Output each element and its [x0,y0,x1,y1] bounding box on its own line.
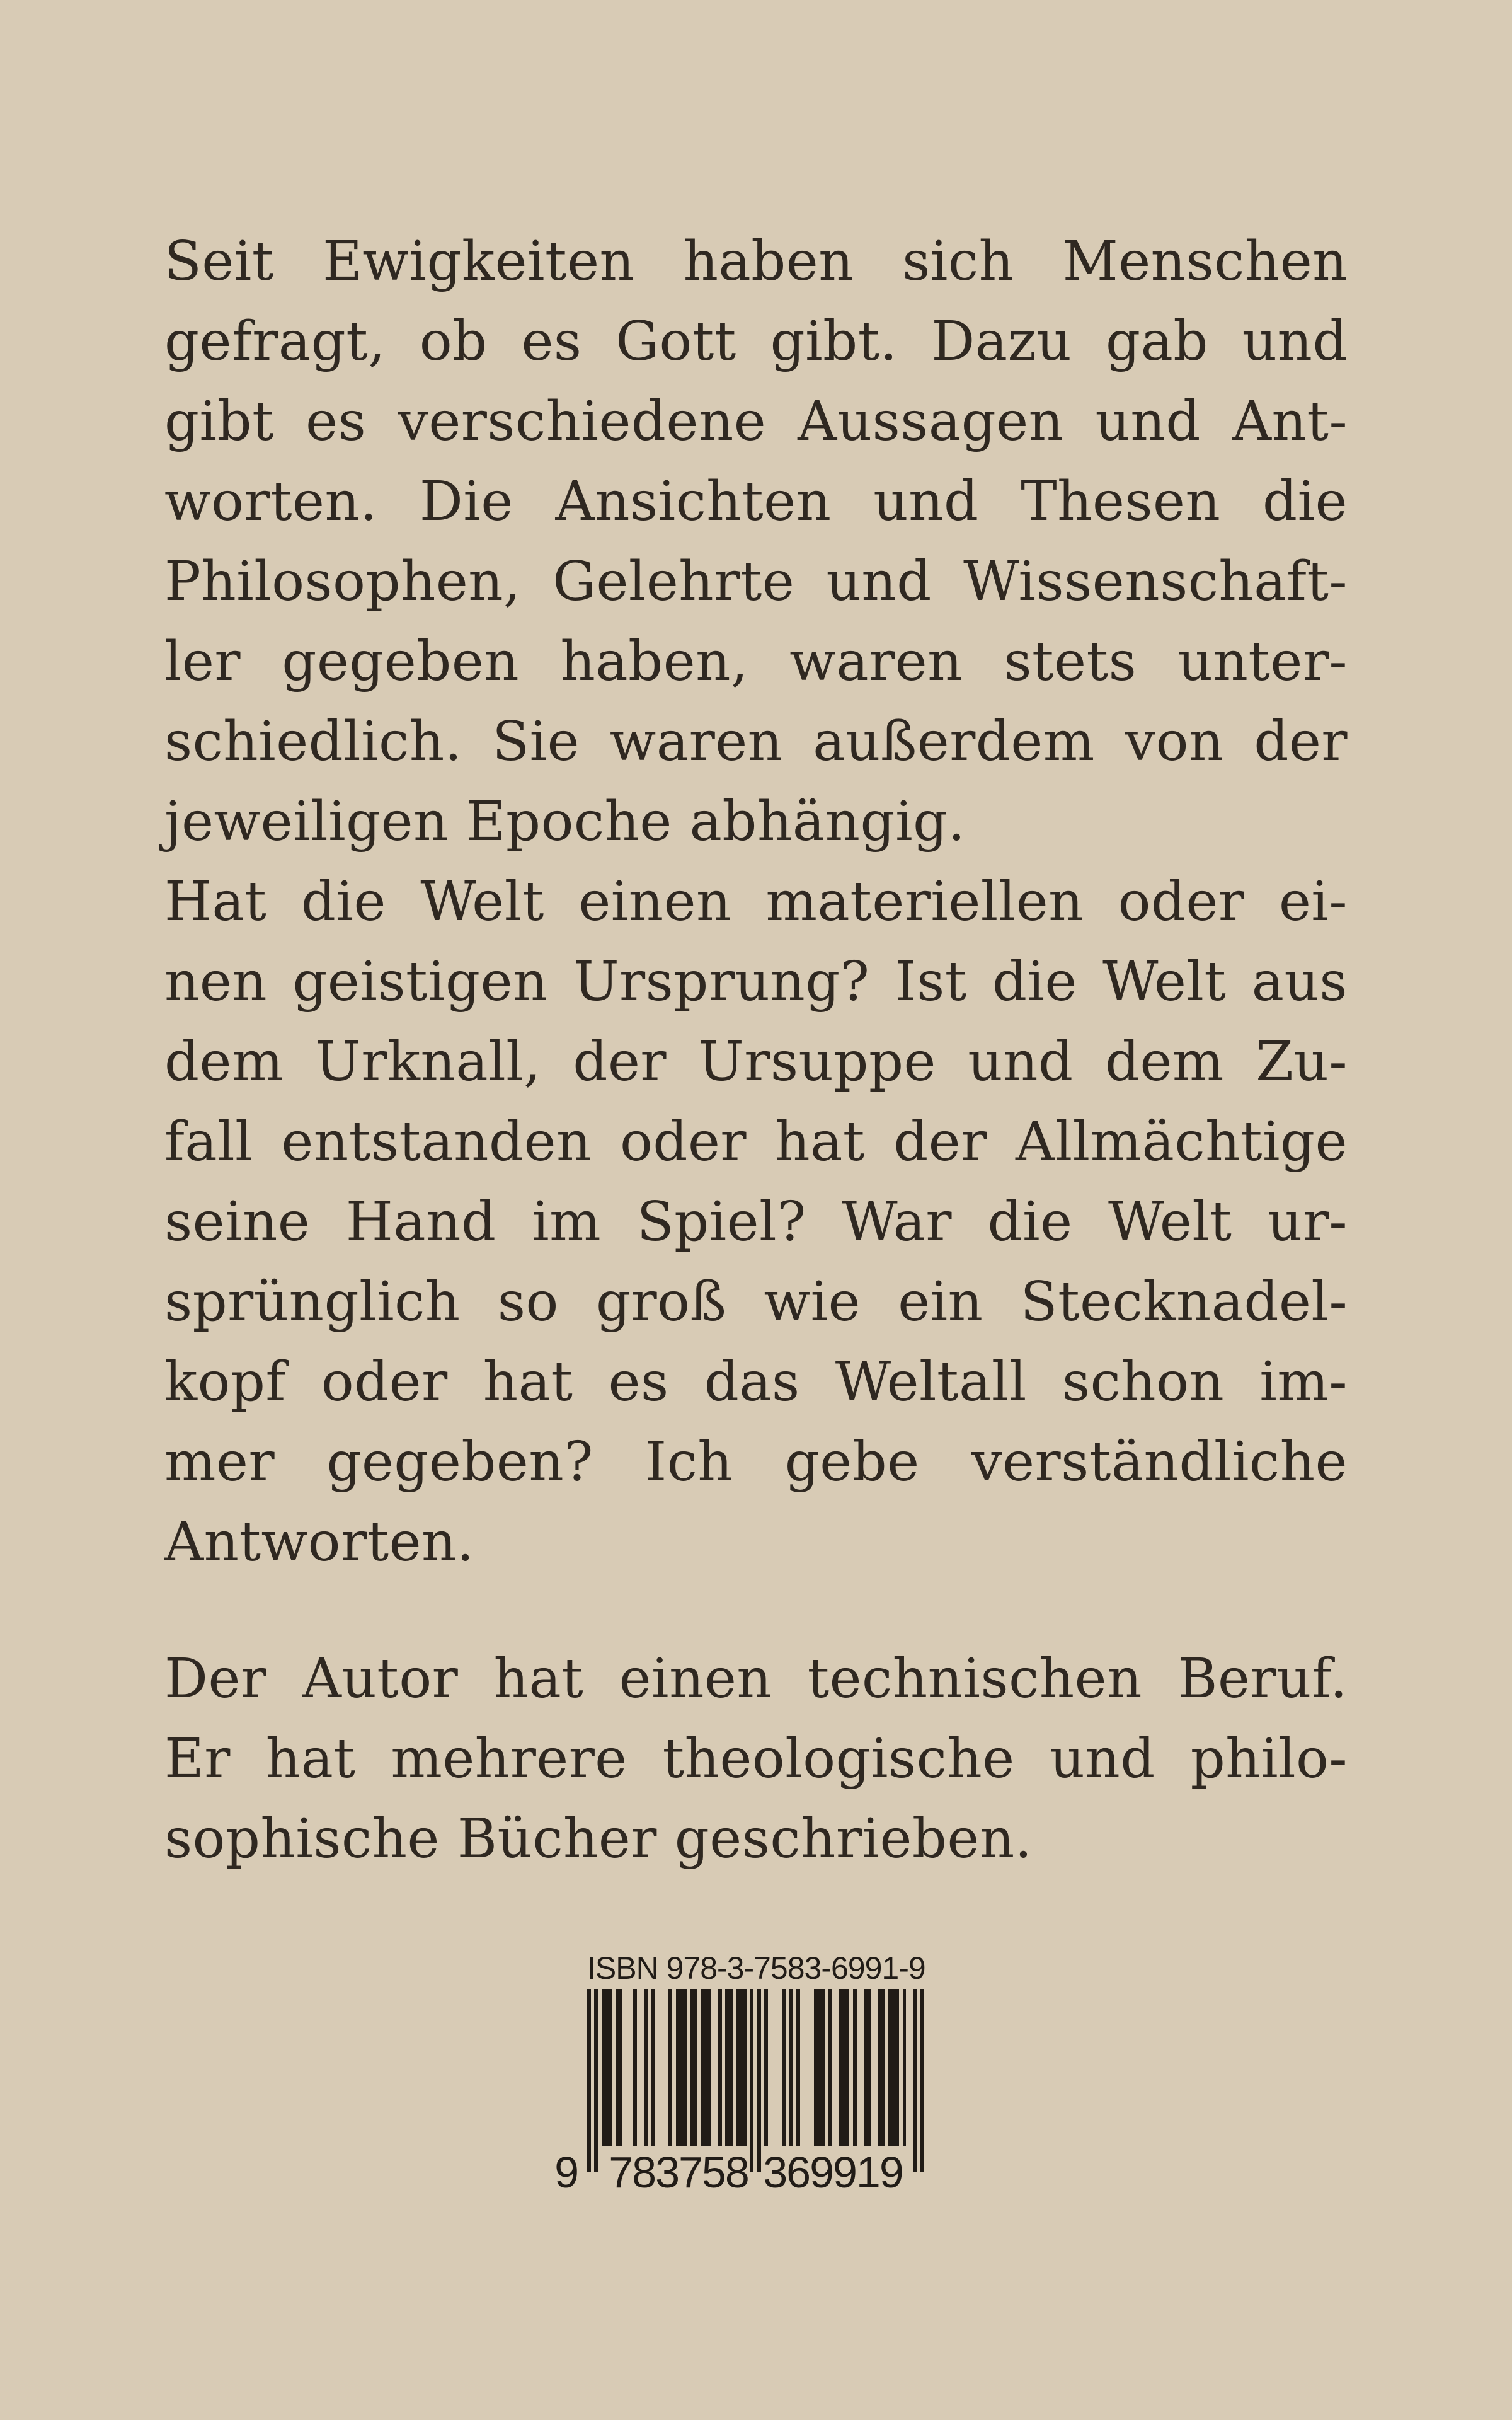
body-text-line: sprünglich so groß wie ein Stecknadel- [164,1270,1348,1334]
body-text-line: Seit Ewigkeiten haben sich Menschen [164,230,1348,293]
isbn-block [554,1950,925,2197]
barcode-digit-group1: 783758 [609,2148,748,2197]
body-text-block [164,222,1348,1879]
body-text-line: mer gegeben? Ich gebe verständliche [164,1431,1348,1494]
body-text-line: worten. Die Ansichten und Thesen die [164,470,1348,533]
barcode-digits [554,2148,925,2197]
body-text-line: gefragt, ob es Gott gibt. Dazu gab und [164,310,1348,373]
ean13-bars [587,1989,925,2172]
body-text-line: fall entstanden oder hat der Allmächtige [164,1110,1348,1173]
body-text-line: Er hat mehrere theologische und philo- [164,1727,1348,1790]
body-text-line: nen geistigen Ursprung? Ist die Welt aus [164,950,1348,1013]
body-text-line: gibt es verschiedene Aussagen und Ant- [164,390,1348,453]
body-text-line: sophische Bücher geschrieben. [164,1807,1033,1870]
body-text-line: kopf oder hat es das Weltall schon im- [164,1351,1348,1414]
barcode-digit-group2: 369919 [763,2148,903,2197]
body-text-line: dem Urknall, der Ursuppe und dem Zu- [164,1030,1348,1093]
body-text-line: seine Hand im Spiel? War die Welt ur- [164,1190,1348,1253]
body-text-line: Der Autor hat einen technischen Beruf. [164,1647,1348,1710]
body-text-line: Antworten. [164,1511,474,1574]
isbn-label: ISBN 978-3-7583-6991-9 [587,1950,925,1986]
body-text-line: Philosophen, Gelehrte und Wissenschaft- [164,550,1348,613]
body-text-line: Hat die Welt einen materiellen oder ei- [164,870,1348,933]
body-text-line: schiedlich. Sie waren außerdem von der [164,710,1348,773]
body-text-line: jeweiligen Epoche abhängig. [164,790,966,853]
body-text-line: ler gegeben haben, waren stets unter- [164,630,1348,693]
barcode-digit-leading: 9 [554,2148,578,2197]
